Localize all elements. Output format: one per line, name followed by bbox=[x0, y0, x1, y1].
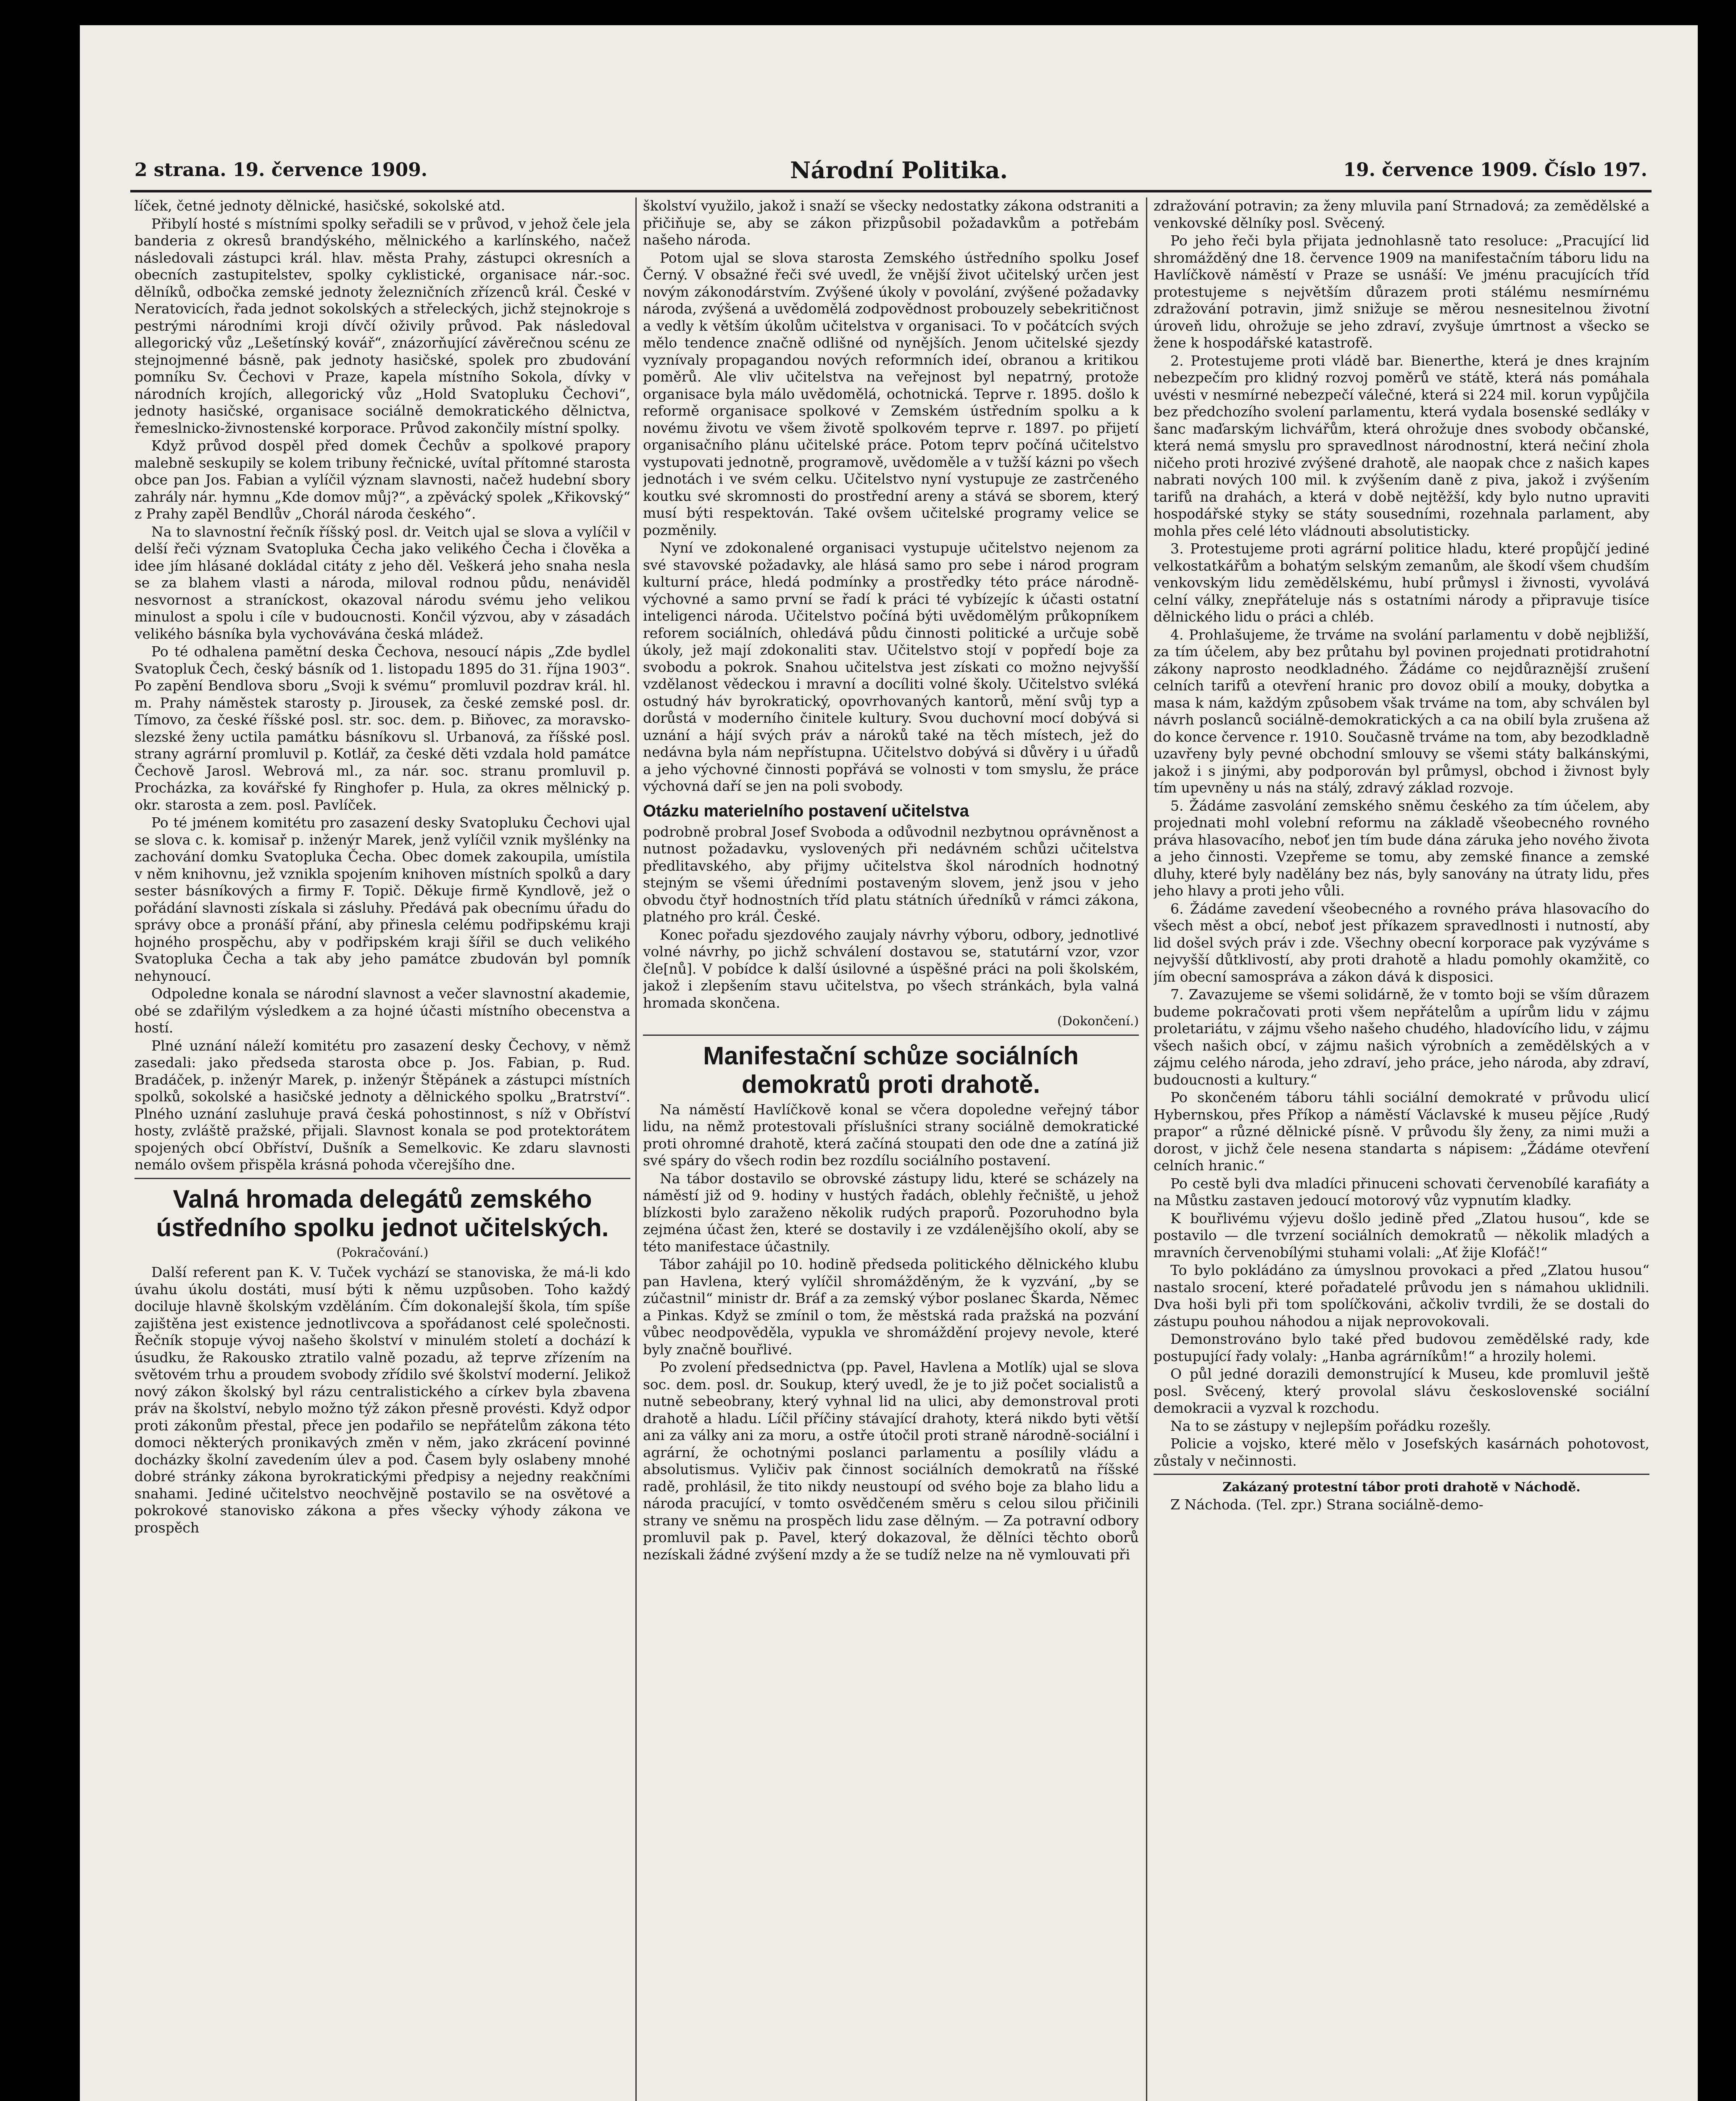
paragraph: Přibylí hosté s místními spolky seřadili se v průvod, v jehož čele jela banderia z okresů brandýského, mělnického a karlínského, načež následovali zástupci král. hlav. města Prahy, zástupci okresních a obecních zastupitelstev, spolky cyklistické, organisace nár.-soc. dělníků, odbočka zemské jednoty železničních zřízenců král. České v Neratovicích, řada jednot sokolských a střeleckých, jichž stejnokroje s pestrými národními kroji dívčí oživily průvod. Pak následoval allegorický vůz „Lešetínský kovář“, znázorňující závěrečnou scénu ze stejnojmenné básně, pak jednoty hasičské, spolek pro zbudování pomníku Sv. Čechovi v Praze, kapela místního Sokola, dívky v národních krojích, allegorický vůz „Hold Svatopluku Čechovi“, jednoty hasičské, organisace sociálně demokratického dělnictva, řemeslnicko-živnostenské korporace. Průvod zakončily místní spolky. bbox=[134, 215, 630, 436]
paragraph: Na to slavnostní řečník říšský posl. dr. Veitch ujal se slova a vylíčil v delší řeči význam Svatopluka Čecha jako velikého Čecha i člověka a idee jím hlásané dokládal citáty z jeho děl. Veškerá jeho snaha nesla se za blahem vlasti a národa, miloval rodnou půdu, nenáviděl nesvornost a straníckost, okazoval národu svému jeho velikou minulost a spolu i cíle v budoucnosti. Končil výzvou, aby v zásadách velikého básníka byla vychovávána česká mládež. bbox=[134, 523, 630, 642]
column-3 bbox=[1154, 197, 1649, 2101]
section-rule bbox=[1154, 1474, 1649, 1475]
section-rule bbox=[134, 1178, 630, 1179]
paragraph: Na tábor dostavilo se obrovské zástupy lidu, které se scházely na náměstí již od 9. hodiny v hustých řadách, oblehly řečniště, u jehož blízkosti bylo zaraženo několik rudých praporů. Pozoruhodno byla zejména účast žen, které se dostavily i ze vzdálenějšího okolí, aby se této manifestace účastnily. bbox=[643, 1170, 1139, 1255]
paragraph: 4. Prohlašujeme, že trváme na svolání parlamentu v době nejbližší, za tím účelem, aby bez průtahu byl povinen projednati protidrahotní zákony naprosto neodkladného. Žádáme co nejdůraznější zrušení celních tarifů a otevření hranic pro dovoz obilí a mouky, dobytka a masa k nám, každým způsobem však trváme na tom, aby schválen byl návrh poslanců sociálně-demokratických a ca na obilí byla zrušena až do konce července r. 1910. Současně trváme na tom, aby bezodkladně uzavřeny byly pevné obchodní smlouvy se všemi státy balkánskými, jakož i s jinými, aby podporován byl průmysl, obchod i živnost byly tím upevněny u nás na stálý, zdravý základ rozvoje. bbox=[1154, 626, 1649, 796]
paragraph: Tábor zahájil po 10. hodině předseda politického dělnického klubu pan Havlena, který vylíčil shromážděným, že k vyzvání, „by se zúčastnil“ ministr dr. Bráf a za zemský výbor poslanec Škarda, Němec a Pinkas. Když se zmínil o tom, že městská rada pražská na pozvání vůbec neodpověděla, vypukla ve shromáždění projevy nevole, které byly značně bouřlivé. bbox=[643, 1256, 1139, 1358]
column-divider bbox=[635, 197, 637, 2101]
masthead-rule bbox=[130, 190, 1652, 192]
paragraph: Policie a vojsko, které mělo v Josefských kasárnách pohotovost, zůstaly v nečinnosti. bbox=[1154, 1435, 1649, 1469]
paragraph: školství využilo, jakož i snaží se všecky nedostatky zákona odstraniti a přičiňuje se, aby se zákon přizpůsobil požadavkům a potřebám našeho národa. bbox=[643, 197, 1139, 248]
section-rule bbox=[643, 1035, 1139, 1036]
paragraph: To bylo pokládáno za úmyslnou provokaci a před „Zlatou husou“ nastalo srocení, které pořadatelé průvodu jen s námahou uklidnili. Dva hoši byli při tom spolíčkováni, ačkoliv tvrdili, že se dostali do zástupu pouhou náhodou a nijak neprovokovali. bbox=[1154, 1262, 1649, 1330]
paragraph: Konec pořadu sjezdového zaujaly návrhy výboru, odbory, jednotlivé volné návrhy, po jichž schválení dostavou se, statutární vzor, vzor čle[nů]. V pobídce k další úsilovné a úspěšné práci na poli školském, jakož i zlepšením stavu učitelstva, po všech stránkách, byla valná hromada skončena. bbox=[643, 926, 1139, 1011]
paragraph: Po té odhalena pamětní deska Čechova, nesoucí nápis „Zde bydlel Svatopluk Čech, český básník od 1. listopadu 1895 do 31. října 1903“. Po zapění Bendlova sboru „Svoji k svému“ promluvil pozdrav král. hl. m. Prahy náměstek starosty p. Jirousek, za české zemské posl. dr. Tímovo, za české říšské posl. str. soc. dem. p. Biňovec, za moravsko-slezské ženy uctila památku básníkovu sl. Urbanová, za říšské posl. strany agrární promluvil p. Kotlář, za české děti vzdala hold památce Čechově Jarosl. Webrová ml., za nár. soc. stranu promluvil p. Procházka, za kovářské fy Ringhofer p. Hula, za okres mělnický p. okr. starosta a zem. posl. Pavlíček. bbox=[134, 643, 630, 813]
paragraph: Demonstrováno bylo také před budovou zemědělské rady, kde postupující řady volaly: „Hanba agrárníkům!“ a hrozily holemi. bbox=[1154, 1331, 1649, 1364]
paragraph: Nyní ve zdokonalené organisaci vystupuje učitelstvo nejenom za své stavovské požadavky, ale hlásá samo pro sebe i národ program kulturní práce, hledá podmínky a prostředky této práce národně-výchovné a samo první se řadí k práci té vybízejíc k účasti ostatní inteligenci národa. Učitelstvo počíná býti uvědomělým průkopníkem reforem sociálních, ohledává půdu činnosti politické a určuje sobě úkoly, jež mají zdokonaliti stav. Učitelstvo stojí v popředí boje za svobodu a pokrok. Snahou učitelstva jest získati co možno nejvyšší vzdělanost vědeckou i mravní a docíliti volné školy. Učitelstvo svléká ostudný háv byrokratický, opovrhovaných kantorů, mění svůj typ a dorůstá v moderního činitele kultury. Svou duchovní mocí dobývá si uznání a hájí svých práv a nároků také na těch místech, jež do nedávna byla nám nepřístupna. Učitelstvo dobývá si důvěry i u úřadů a jeho výchovné činnosti popřává se volnosti v tom smyslu, že práce výchovná daří se jen na poli svobody. bbox=[643, 540, 1139, 794]
paragraph: Po cestě byli dva mladíci přinuceni schovati červenobílé karafiáty a na Můstku zastaven jedoucí motorový vůz vypnutím kladky. bbox=[1154, 1175, 1649, 1208]
column-divider bbox=[1146, 197, 1147, 2101]
paragraph: Po skončeném táboru táhli sociální demokraté v průvodu ulicí Hybernskou, přes Příkop a náměstí Václavské k museu pějíce ,Rudý prapor“ a různé dělnické písně. V průvodu šly ženy, za nimi muži a dorost, v jichž čele nesena standarta s nápisem: „Žádáme otevření celních hranic.“ bbox=[1154, 1089, 1649, 1174]
section-subheading: Otázku materielního postavení učitelstva bbox=[643, 801, 969, 820]
paragraph: Po té jménem komitétu pro zasazení desky Svatopluku Čechovi ujal se slova c. k. komisař p. inženýr Marek, jenž vylíčil vznik myšlénky na zachování domku Svatopluka Čecha. Obec domek zakoupila, umístila v něm knihovnu, jež vznikla spojením knihoven místních spolků a dary sester básníkových a firmy F. Topič. Děkuje firmě Kyndlově, jež o pořádání slavnosti získala si zásluhy. Předává pak obecnímu úřadu do správy obce a pronáší přání, aby přinesla celému podřipskému kraji hojného prospěchu, aby v podřipském kraji šířil se duch velikého Svatopluka Čecha a tak aby jeho památce zbudován byl pomník nehynoucí. bbox=[134, 814, 630, 984]
paragraph: Další referent pan K. V. Tuček vychází se stanoviska, že má-li kdo úvahu úkolu dostáti, musí býti k němu uzpůsoben. Toho každý dociluje hlavně školským vzděláním. Čím dokonalejší škola, tím spíše zajištěna jest existence jednotlivcova a spořádanost celé společnosti. Řečník stopuje vývoj našeho školství v minulém století a dochází k úsudku, že Rakousko ztratilo valně pozadu, až teprve zřízením na světovém trhu a proudem svobody zřídilo své školství moderní. Jelikož nový zákon školský byl rázu centralistického a církev byla zbavena práv na školství, nebylo možno týž zákon přesně provésti. Když odpor proti zákonům přestal, přece jen podařilo se nepřátelům zákona této domoci některých pronikavých změn v něm, jako zkrácení povinné docházky školní zavedením úlev a pod. Časem byly oslabeny mnohé dobré stránky zákona byrokratickými předpisy a nejedny reakčními snahami. Jediné učitelstvo neochvějně postavilo se na osvětové a pokrokové stanovisko zákona a přes všecky výhody zákona ve prospěch bbox=[134, 1264, 630, 1536]
newspaper-title: Národní Politika. bbox=[790, 157, 1008, 184]
page-and-date: 2 strana. 19. července 1909. bbox=[134, 159, 428, 181]
paragraph: 5. Žádáme zasvolání zemského sněmu českého za tím účelem, aby projednati mohl volební reformu na základě všeobecného rovného práva hlasovacího, neboť jen tím bude dána záruka jeho nového života a jeho činnosti. Vzepřeme se tomu, aby zemské finance a zemské dluhy, které byly nadělány bez nás, byly sanovány na útraty lidu, přes jeho hlavy a proti jeho vůli. bbox=[1154, 797, 1649, 899]
paragraph: 3. Protestujeme proti agrární politice hladu, které propůjčí jediné velkostatkářům a bohatým selským zemanům, ale škodí všem chudším venkovským lidu zemědělskému, hubí průmysl i živnosti, vyvolává celní války, znepřáteluje nás s ostatními národy a připravuje tisíce dělnického lidu o práci a chléb. bbox=[1154, 540, 1649, 625]
paragraph: O půl jedné dorazili demonstrující k Museu, kde promluvil ještě posl. Svěcený, který provolal slávu československé sociální demokracii a vyzval k rozchodu. bbox=[1154, 1366, 1649, 1416]
news-brief-heading: Zakázaný protestní tábor proti drahotě v Náchodě. bbox=[1222, 1480, 1581, 1495]
masthead bbox=[134, 155, 1647, 185]
article-headline: Valná hromada delegátů zemského ústředního spolku jednot učitelských. bbox=[156, 1185, 609, 1242]
paragraph: 7. Zavazujeme se všemi solidárně, že v tomto boji se vším důrazem budeme pokračovati proti všem nepřátelům a upírům lidu v zájmu proletariátu, v zájmu všeho našeho chudého, hladovícího lidu, v zájmu všech našich obcí, v zájmu našich výrobních a zemědělských a v zájmu celého národa, jeho zdraví, jeho práce, jeho národa, aby zdraví, budoucnosti a kultury.“ bbox=[1154, 986, 1649, 1088]
paragraph: Plné uznání náleží komitétu pro zasazení desky Čechovy, v němž zasedali: jako předseda starosta obce p. Jos. Fabian, p. Rud. Bradáček, p. inženýr Marek, p. inženýr Štěpánek a zástupci místních spolků, sokolské a hasičské jednoty a dělnického spolku „Bratrství“. Plného uznání zasluhuje pravá česká pohostinnost, s níž v Obříství hosty, zvláště pražské, přijali. Slavnost konala se pod protektorátem spojených obcí Obříství, Dušník a Semelkovic. Ke zdaru slavnosti nemálo ovšem přispěla krásná pohoda včerejšího dne. bbox=[134, 1037, 630, 1173]
paragraph: podrobně probral Josef Svoboda a odůvodnil nezbytnou oprávněnost a nutnost požadavku, vyslovených při nedávném schůzi učitelstva předlitavského, aby přijmy učitelstva škol národních hodnotný stejným se všemi úředními postaveným slovem, jenž jsou v jeho obvodu čtyř hodnostních tříd platu státních úředníků v rámci zákona, platného pro král. České. bbox=[643, 823, 1139, 925]
paragraph: K bouřlivému výjevu došlo jedině před „Zlatou husou“, kde se postavilo — dle tvrzení sociálních demokratů — několik mladých a mravních červenobílými stuhami volali: „Ať žije Klofáč!“ bbox=[1154, 1210, 1649, 1261]
newspaper-page bbox=[80, 25, 1698, 2101]
column-2 bbox=[643, 197, 1139, 2101]
paragraph: zdražování potravin; za ženy mluvila paní Strnadová; za zemědělské a venkovské dělníky posl. Svěcený. bbox=[1154, 197, 1649, 231]
paragraph: Po zvolení předsednictva (pp. Pavel, Havlena a Motlík) ujal se slova soc. dem. posl. dr. Soukup, který uvedl, že je to již počet socialistů a nutně sebeobrany, který vyhnal lid na ulici, aby demonstroval proti drahotě a hladu. Líčil příčiny stávající drahoty, která nikdo byti větší ani za války ani za moru, a ostře útočil proti straně národně-sociální i agrární, že ochotnými poslanci parlamentu a posílily vládu a absolutismus. Vyličiv pak činnost sociálních demokratů na říšské radě, prohlásil, že tito nikdy neustoupí od svého boje za blaho lidu a národa pracující, v tomto osvědčeném směru s celou silou přičinili strany ve sněmu na prospěch lidu zase dělným. — Za potravní odbory promluvil pak p. Pavel, který dokazoval, že dělníci těchto oborů nezískali žádné zvýšení mzdy a že se tudíž nelze na ně vymlouvati při bbox=[643, 1359, 1139, 1563]
paragraph: Odpoledne konala se národní slavnost a večer slavnostní akademie, obé se zdařilým výsledkem a za hojné účasti místního obecenstva a hostí. bbox=[134, 985, 630, 1036]
paragraph: Potom ujal se slova starosta Zemského ústředního spolku Josef Černý. V obsažné řeči své uvedl, že vnější život učitelský určen jest novým zákonodárstvím. Zvýšené úkoly v povolání, zvýšené požadavky národa, zvýšená a uvědomělá zodpovědnost probouzely sebekritičnost a vedly k větším úkolům učitelstva v organisaci. To v počátcích svých mělo tendence značně odlišné od nynějších. Jenom učitelské sjezdy vyznívaly propagandou nových reformních ideí, obranou a kritikou poměrů. Ale vliv učitelstva na veřejnost byl nepatrný, protože organisace byla málo uvědomělá, ochotnická. Teprve r. 1895. došlo k reformě organisace spolkové v Zemském ústředním spolku a k novému životu ve všem životě spolkovém teprve r. 1897. po přijetí organisačního plánu učitelské práce. Potom teprv počíná učitelstvo vystupovati jednotně, programově, uvědoměle a v tužší kázni po všech jednotách i ve svém celku. Učitelstvo nyní vystupuje ze zastrčeného koutku své skromnosti do prostřední areny a stává se sborem, který musí býti respektován. Také ovšem učitelské programy velice se pozměnily. bbox=[643, 249, 1139, 538]
paragraph: Z Náchoda. (Tel. zpr.) Strana sociálně-demo- bbox=[1170, 1496, 1483, 1513]
continuation-note: (Dokončení.) bbox=[1057, 1014, 1139, 1029]
paragraph: Na to se zástupy v nejlepším pořádku rozešly. bbox=[1170, 1417, 1491, 1434]
paragraph: Když průvod dospěl před domek Čechův a spolkové prapory malebně seskupily se kolem tribuny řečnické, uvítal přítomné starosta obce pan Jos. Fabian a vylíčil význam slavnosti, načež hudební sbory zahrály nár. hymnu „Kde domov můj?“, a zpěvácký spolek „Křikovský“ z Prahy zapěl Bendlův „Chorál národa českého“. bbox=[134, 437, 630, 522]
paragraph: líček, četné jednoty dělnické, hasičské, sokolské atd. bbox=[134, 197, 506, 214]
paragraph: 2. Protestujeme proti vládě bar. Bienerthe, která je dnes krajním nebezpečím pro klidný rozvoj poměrů ve státě, která nás pomáhala uvésti v nesmírné nebezpečí válečné, která si 224 mil. korun vypůjčila bez předchozího svolení parlamentu, která vydala bosenské sedláky v šanc maďarským lichvářům, která ohrožuje dnes svobody občanské, která nemá smyslu pro spravedlnost národnostní, která nečiní zhola ničeho proti hrozivé zvýšené drahotě, ale naopak chce z našich kapes nabrati nových 100 mil. k zvýšením daně z piva, jakož i zvýšením tarifů na drahách, a která v době nejtěžší, kdy bylo nutno upraviti hospodářské styky se státy sousedními, rozehnala parlament, aby mohla přes celé léto vládnouti absolutisticky. bbox=[1154, 352, 1649, 539]
paragraph: Na náměstí Havlíčkově konal se včera dopoledne veřejný tábor lidu, na němž protestovali příslušníci strany sociálně demokratické proti ohromné drahotě, která začíná stoupati den ode dne a zatíná již své spáry do všech rodin bez rozdílu sociálního postavení. bbox=[643, 1101, 1139, 1169]
date-and-issue: 19. července 1909. Číslo 197. bbox=[1343, 159, 1647, 181]
column-1 bbox=[134, 197, 630, 2101]
article-headline: Manifestační schůze sociálních demokratů proti drahotě. bbox=[703, 1041, 1079, 1098]
paragraph: Po jeho řeči byla přijata jednohlasně tato resoluce: „Pracující lid shromážděný dne 18. července 1909 na manifestačním táboru lidu na Havlíčkově náměstí v Praze se usnáší: Ve jménu pracujících tříd protestujeme s největším důrazem proti stálému nesmírnému zdražování potravin, jimž snižuje se měrou nesnesitelnou životní úroveň lidu, ohrožuje se jeho zdraví, zvyšuje úmrtnost a všecko se žene k hospodářské katastrofě. bbox=[1154, 232, 1649, 351]
continued-note: (Pokračování.) bbox=[336, 1245, 429, 1260]
paragraph: 6. Žádáme zavedení všeobecného a rovného práva hlasovacího do všech měst a obcí, neboť jest příkazem spravedlnosti i nutností, aby lid došel svých práv i zde. Všechny obecní korporace pak vyzýváme s nejvyšší důtklivostí, aby proti drahotě a hladu pomohly okamžitě, co jím obecní samospráva a zákon dává k disposici. bbox=[1154, 900, 1649, 985]
